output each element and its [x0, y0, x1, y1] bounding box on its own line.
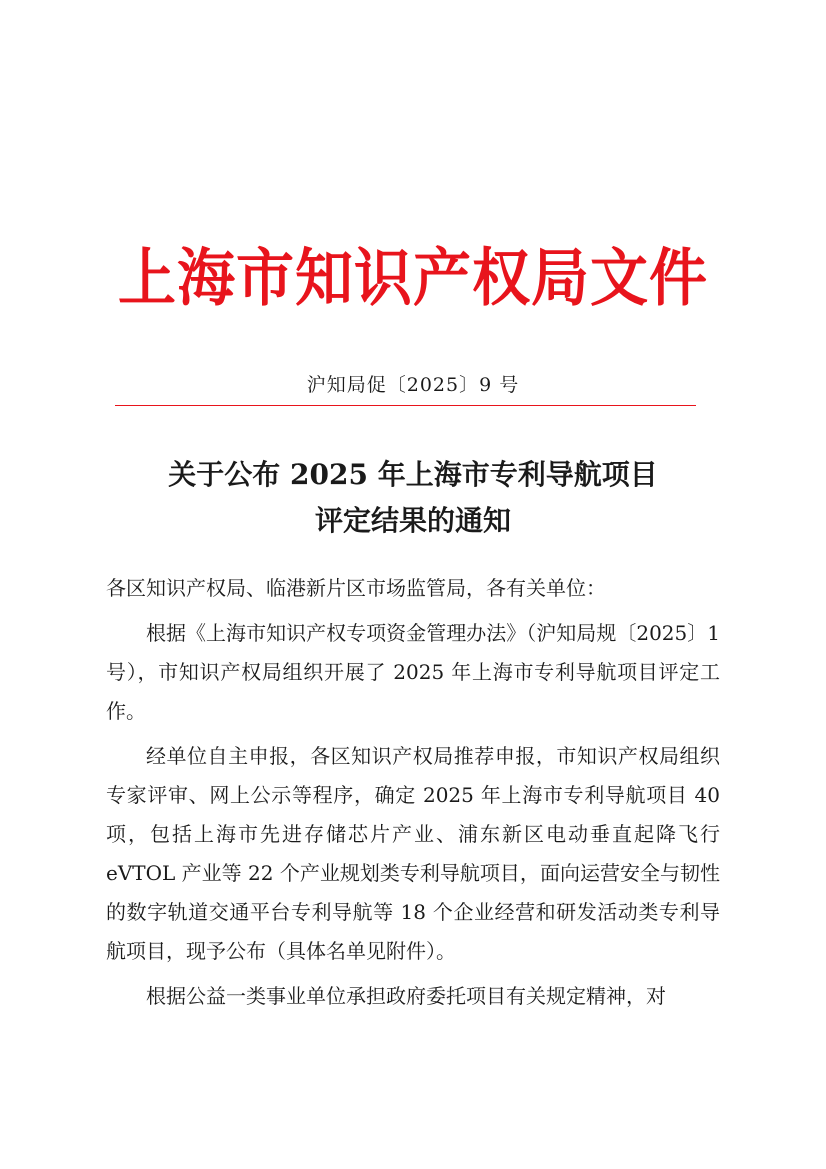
document-number: 沪知局促〔2025〕9 号 [306, 374, 520, 396]
red-divider-line [115, 405, 696, 406]
body-paragraph-3: 根据公益一类事业单位承担政府委托项目有关规定精神，对 [146, 984, 666, 1008]
notice-title-line-2: 评定结果的通知 [314, 504, 511, 537]
salutation: 各区知识产权局、临港新片区市场监管局，各有关单位： [106, 576, 606, 600]
notice-body [106, 569, 720, 1022]
body-paragraph-1: 根据《上海市知识产权专项资金管理办法》（沪知局规〔2025〕1 号），市知识产权局组织开展了 2025 年上海市专利导航项目评定工作。 [106, 621, 720, 723]
body-paragraph-2: 经单位自主申报，各区知识产权局推荐申报，市知识产权局组织专家评审、网上公示等程序，确定 2025 年上海市专利导航项目 40 项，包括上海市先进存储芯片产业、浦东新区电动垂直起降飞行 eVTOL 产业等 22 个产业规划类专利导航项目，面向运营安全与韧性的数字轨道交通平台专利导航等 18 个企业经营和研发活动类专利导航项目，现予公布（具体名单见附件）。 [106, 744, 720, 963]
issuer-header: 上海市知识产权局文件 [117, 241, 708, 315]
notice-title-line-1: 关于公布 2025 年上海市专利导航项目 [168, 458, 658, 491]
notice-title [0, 452, 826, 544]
